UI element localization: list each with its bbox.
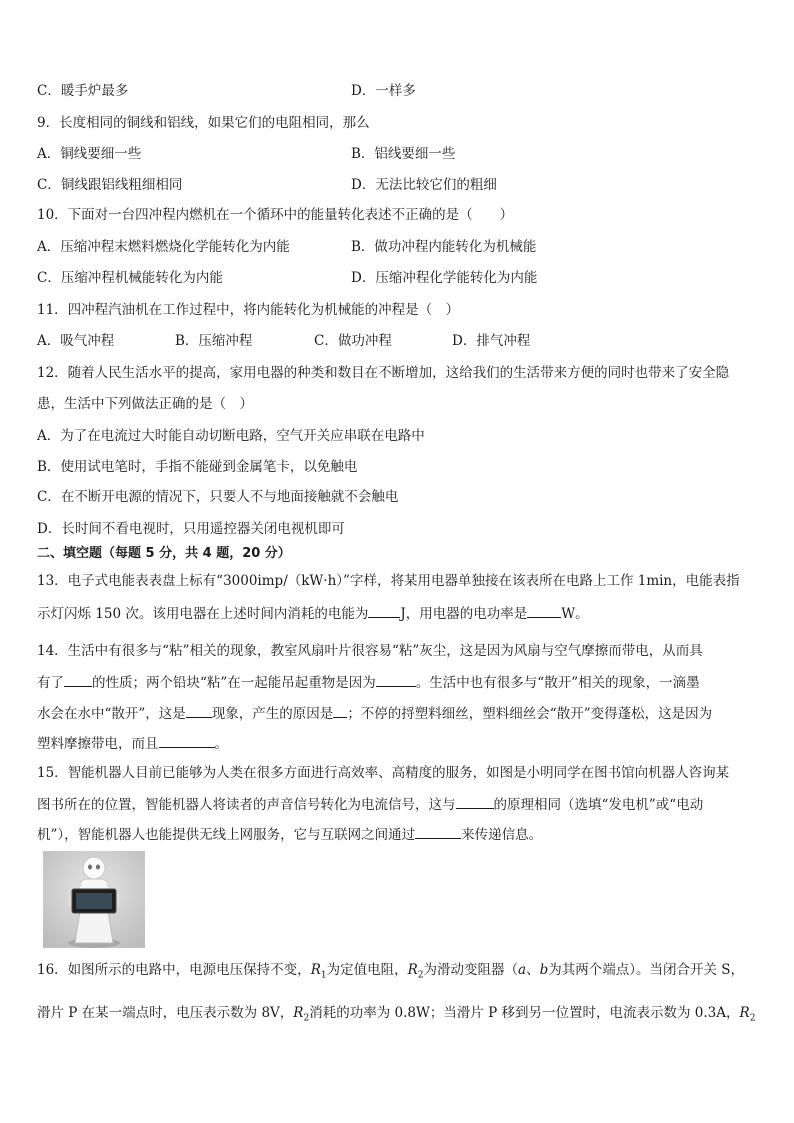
- q13-line1: 13．电子式电能表表盘上标有“3000imp/（kW·h）”字样，将某用电器单独接在该表所在电路上工作 1min，电能表指: [37, 573, 740, 589]
- q16-line2: 滑片 P 在某一端点时，电压表示数为 8V，$R_2$消耗的功率为 0.8W；当滑片 P 移到另一位置时，电流表示数为 0.3A，$R_2$: [37, 1005, 756, 1024]
- var-r2-third: R: [739, 1005, 750, 1021]
- q11-option-d: D．排气冲程: [452, 333, 531, 349]
- q9-options-cd: [37, 176, 758, 194]
- var-r1: R: [310, 962, 321, 978]
- robot-illustration-icon: [43, 851, 145, 948]
- q10-option-b: B．做功冲程内能转化为机械能: [351, 239, 537, 255]
- q14-blank-4[interactable]: [333, 703, 347, 718]
- q10-option-c: C．压缩冲程机械能转化为内能: [37, 270, 223, 286]
- q9-stem: 9．长度相同的铜线和铝线，如果它们的电阻相同，那么: [37, 115, 370, 131]
- q14-blank-2[interactable]: [376, 672, 416, 687]
- q15-line1: 15．智能机器人目前已能够为人类在很多方面进行高效率、高精度的服务，如图是小明同学在图书馆向机器人咨询某: [37, 765, 730, 781]
- q14-blank-1[interactable]: [64, 672, 92, 687]
- q15-line2: 图书所在的位置，智能机器人将读者的声音信号转化为电流信号，这与 的原理相同（选填“发电机”或“电动: [37, 794, 758, 814]
- q14-blank-3[interactable]: [186, 703, 212, 718]
- q11-option-c: C．做功冲程: [314, 333, 392, 349]
- q11-option-b: B．压缩冲程: [175, 333, 253, 349]
- q14-line2: 有了 的性质；两个铅块“粘”在一起能吊起重物是因为 。生活中也有很多与“散开”相关的现象，一滴墨: [37, 672, 758, 692]
- q11-option-a: A．吸气冲程: [37, 333, 115, 349]
- q9-options-ab: [37, 145, 758, 163]
- robot-photo: [43, 851, 145, 948]
- q12-stem-line1: 12．随着人民生活水平的提高，家用电器的种类和数目在不断增加，这给我们的生活带来方便的同时也带来了安全隐: [37, 365, 730, 381]
- q10-option-a: A．压缩冲程末燃料燃烧化学能转化为内能: [37, 239, 290, 255]
- q12-option-b: B．使用试电笔时，手指不能碰到金属笔卡，以免触电: [37, 459, 358, 475]
- q14-line3: 水会在水中“散开”，这是 现象，产生的原因是 ；不停的捋塑料细丝，塑料细丝会“散开”变得蓬松，这是因为: [37, 703, 758, 723]
- q15-blank-2[interactable]: [415, 824, 461, 839]
- q8-options: [37, 82, 758, 100]
- q13-blank-energy[interactable]: [368, 603, 400, 618]
- q16-line1: 16．如图所示的电路中，电源电压保持不变，$R_1$为定值电阻，$R_2$为滑动变阻器（a、b为其两个端点）。当闭合开关 S，: [37, 962, 745, 981]
- q15-blank-1[interactable]: [456, 794, 494, 809]
- section-heading-fill-in: 二、填空题（每题 5 分，共 4 题，20 分）: [37, 546, 291, 561]
- q12-stem-line2: 患，生活中下列做法正确的是（ ）: [37, 396, 253, 412]
- q8-option-d: D．一样多: [351, 83, 416, 99]
- q13-blank-power[interactable]: [527, 603, 561, 618]
- q14-blank-5[interactable]: [159, 733, 215, 748]
- q10-options-cd: [37, 269, 758, 287]
- q10-options-ab: [37, 238, 758, 256]
- q12-option-a: A．为了在电流过大时能自动切断电路，空气开关应串联在电路中: [37, 428, 425, 444]
- q13-line2: 示灯闪烁 150 次。该用电器在上述时间内消耗的电能为 J，用电器的电功率是 W。: [37, 603, 758, 623]
- q12-option-c: C．在不断开电源的情况下，只要人不与地面接触就不会触电: [37, 489, 399, 505]
- q9-option-d: D．无法比较它们的粗细: [351, 177, 497, 193]
- q12-option-d: D．长时间不看电视时，只用遥控器关闭电视机即可: [37, 521, 345, 537]
- q14-line4: 塑料摩擦带电，而且 。: [37, 733, 758, 753]
- q14-line1: 14．生活中有很多与“粘”相关的现象，教室风扇叶片很容易“粘”灰尘，这是因为风扇与空气摩擦而带电，从而具: [37, 643, 703, 659]
- var-r2-second: R: [293, 1005, 304, 1021]
- q10-stem: 10．下面对一台四冲程内燃机在一个循环中的能量转化表述不正确的是（ ）: [37, 207, 514, 223]
- q8-option-c: C．暖手炉最多: [37, 83, 129, 99]
- q11-stem: 11．四冲程汽油机在工作过程中，将内能转化为机械能的冲程是（ ）: [37, 302, 460, 318]
- q9-option-a: A．铜线要细一些: [37, 146, 142, 162]
- var-r2: R: [407, 962, 418, 978]
- q9-option-c: C．铜线跟铝线粗细相同: [37, 177, 183, 193]
- q10-option-d: D．压缩冲程化学能转化为内能: [351, 270, 538, 286]
- q15-line3: 机”），智能机器人也能提供无线上网服务，它与互联网之间通过 来传递信息。: [37, 824, 758, 844]
- q9-option-b: B．铝线要细一些: [351, 146, 456, 162]
